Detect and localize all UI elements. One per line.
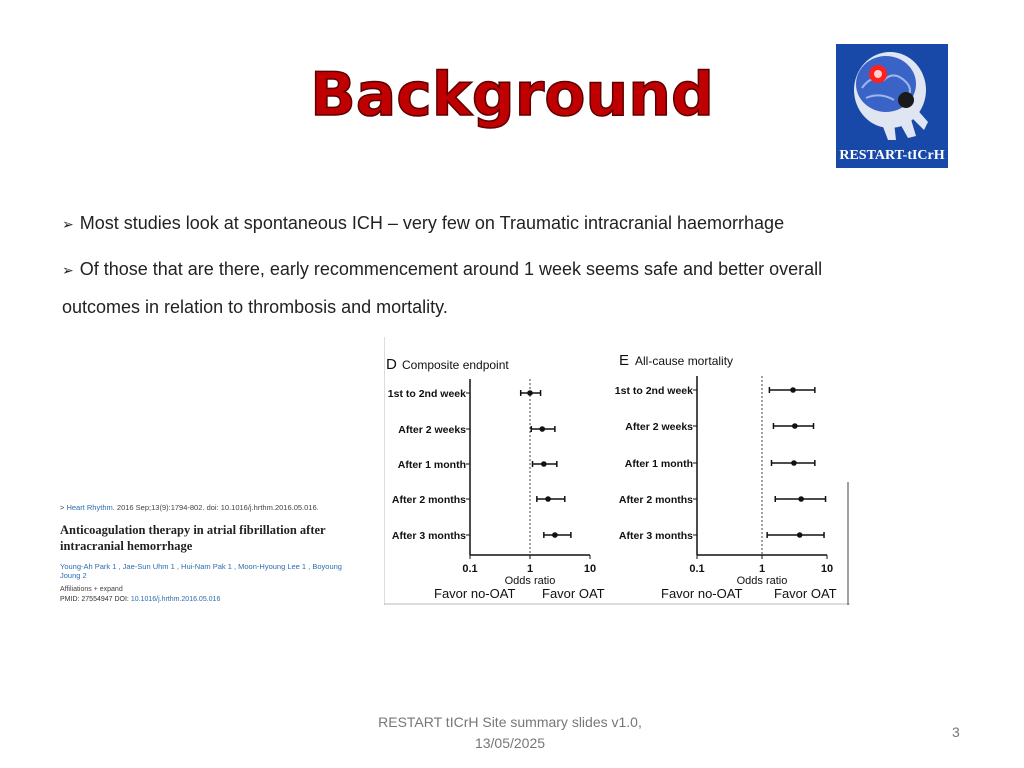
estimate-point [552,532,558,538]
x-tick-label: 0.1 [462,563,478,575]
logo-label: RESTART-tICrH [839,148,945,163]
row-label: After 2 months [391,494,466,506]
favor-right-label: Favor OAT [774,586,837,601]
slide-title: Background [310,60,714,130]
x-tick-label: 10 [583,563,597,575]
chevron-right-icon: > [60,503,67,512]
estimate-point [791,460,797,466]
panel-title: All-cause mortality [635,354,734,368]
citation-authors[interactable]: Young-Ah Park 1 , Jae-Sun Uhm 1 , Hui-Nam Pak 1 , Moon-Hyoung Lee 1 , Boyoung Joung 2 [60,562,342,580]
panel-letter: D [386,356,397,373]
citation-pmid [60,596,360,603]
citation-journal [60,503,360,512]
row-label: After 1 month [397,459,466,471]
row-label: After 2 weeks [398,424,466,436]
bullet-1-text: Most studies look at spontaneous ICH – very few on Traumatic intracranial haemorrhage [79,213,785,233]
x-tick-label: 10 [820,563,834,575]
x-tick-label: 1 [526,563,534,575]
restart-ticrh-logo [836,44,948,168]
row-label: 1st to 2nd week [614,385,693,397]
arrow-bullet-icon: ➢ [62,216,74,232]
x-tick-label: 0.1 [689,563,705,575]
estimate-point [545,496,551,502]
row-label: After 3 months [391,530,466,542]
citation-affiliations[interactable]: Affiliations + expand [60,586,123,593]
journal-link[interactable]: Heart Rhythm. [66,503,115,512]
row-label: After 2 months [618,494,693,506]
x-axis-label: Odds ratio [504,575,556,587]
x-axis-label: Odds ratio [736,575,788,587]
page-number: 3 [952,724,960,740]
forest-plot-figure [384,337,850,605]
journal-details: 2016 Sep;13(9):1794-802. doi: 10.1016/j.hrthm.2016.05.016. [114,503,319,512]
panel-letter: E [619,352,630,369]
panel-title: Composite endpoint [402,358,509,372]
estimate-point [792,423,798,429]
estimate-point [527,390,533,396]
bullet-2-text: Of those that are there, early recommencement around 1 week seems safe and better overall [79,259,823,279]
forest-plots [384,337,850,605]
favor-right-label: Favor OAT [542,586,605,601]
favor-left-label: Favor no-OAT [434,586,516,601]
row-label: After 1 month [624,458,693,470]
row-label: After 3 months [618,530,693,542]
estimate-point [790,387,796,393]
footer-line-2: 13/05/2025 [474,735,546,751]
skull-brain-icon [836,44,948,144]
footer [360,712,660,754]
favor-left-label: Favor no-OAT [661,586,743,601]
x-tick-label: 1 [758,563,766,575]
bullet-2 [62,259,822,280]
bullet-1 [62,213,784,234]
footer-line-1: RESTART tICrH Site summary slides v1.0, [378,714,642,730]
row-label: 1st to 2nd week [387,388,466,400]
estimate-point [798,496,804,502]
pmid-label: PMID: 27554947 DOI: [60,596,131,603]
row-label: After 2 weeks [625,421,693,433]
estimate-point [541,461,547,467]
doi-link[interactable]: 10.1016/j.hrthm.2016.05.016 [130,596,221,603]
bullet-2-continuation: outcomes in relation to thrombosis and mortality. [62,297,448,317]
citation-title: Anticoagulation therapy in atrial fibrillation after intracranial hemorrhage [60,523,326,553]
citation-block [60,503,360,603]
estimate-point [539,426,545,432]
arrow-bullet-icon: ➢ [62,262,74,278]
estimate-point [797,532,803,538]
